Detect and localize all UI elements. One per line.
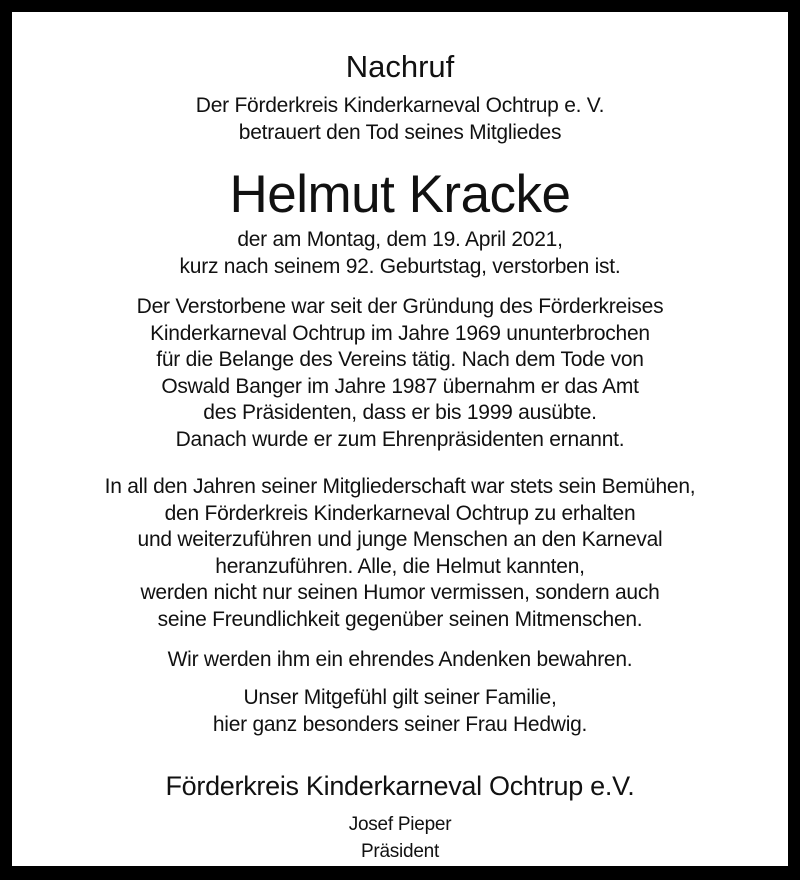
intro-line: betrauert den Tod seines Mitgliedes	[238, 120, 562, 144]
text-line: Unser Mitgefühl gilt seiner Familie,	[243, 686, 557, 709]
paragraph-condolence	[12, 685, 788, 738]
date-line: der am Montag, dem 19. April 2021,	[237, 228, 563, 251]
text-line: seine Freundlichkeit gegenüber seinen Mitmenschen.	[157, 607, 643, 631]
paragraph-biography	[12, 294, 788, 453]
paragraph-tribute	[12, 474, 788, 633]
text-line: Danach wurde er zum Ehrenpräsidenten ernannt.	[175, 427, 625, 451]
text-line: den Förderkreis Kinderkarneval Ochtrup zu erhalten	[164, 501, 636, 525]
text-line: und weiterzuführen und junge Menschen an den Karneval	[137, 528, 663, 551]
signatory-role: Präsident	[360, 841, 440, 862]
signatory-name: Josef Pieper	[348, 814, 452, 835]
organization-name: Förderkreis Kinderkarneval Ochtrup e.V.	[165, 771, 635, 801]
text-line: werden nicht nur seinen Humor vermissen, sondern auch	[140, 581, 660, 604]
deceased-name: Helmut Kracke	[229, 165, 571, 224]
text-line: Der Verstorbene war seit der Gründung des Förderkreises	[136, 295, 664, 318]
paragraph-remembrance	[12, 647, 788, 674]
obituary-frame	[12, 12, 788, 866]
text-line: Oswald Banger im Jahre 1987 übernahm er das Amt	[161, 374, 639, 398]
intro-text	[12, 93, 788, 146]
text-line: für die Belange des Vereins tätig. Nach dem Tode von	[156, 348, 644, 371]
signature-block	[12, 811, 788, 865]
obituary-title: Nachruf	[345, 49, 455, 84]
text-line: Kinderkarneval Ochtrup im Jahre 1969 ununterbrochen	[150, 321, 650, 345]
death-date-text	[12, 227, 788, 280]
date-line: kurz nach seinem 92. Geburtstag, verstorben ist.	[179, 254, 621, 278]
text-line: Wir werden ihm ein ehrendes Andenken bewahren.	[167, 648, 633, 671]
text-line: heranzuführen. Alle, die Helmut kannten,	[215, 554, 585, 578]
text-line: hier ganz besonders seiner Frau Hedwig.	[212, 712, 588, 736]
intro-line: Der Förderkreis Kinderkarneval Ochtrup e. V.	[195, 94, 605, 117]
text-line: des Präsidenten, dass er bis 1999 ausübte.	[203, 401, 597, 424]
text-line: In all den Jahren seiner Mitgliederschaft war stets sein Bemühen,	[104, 475, 696, 498]
